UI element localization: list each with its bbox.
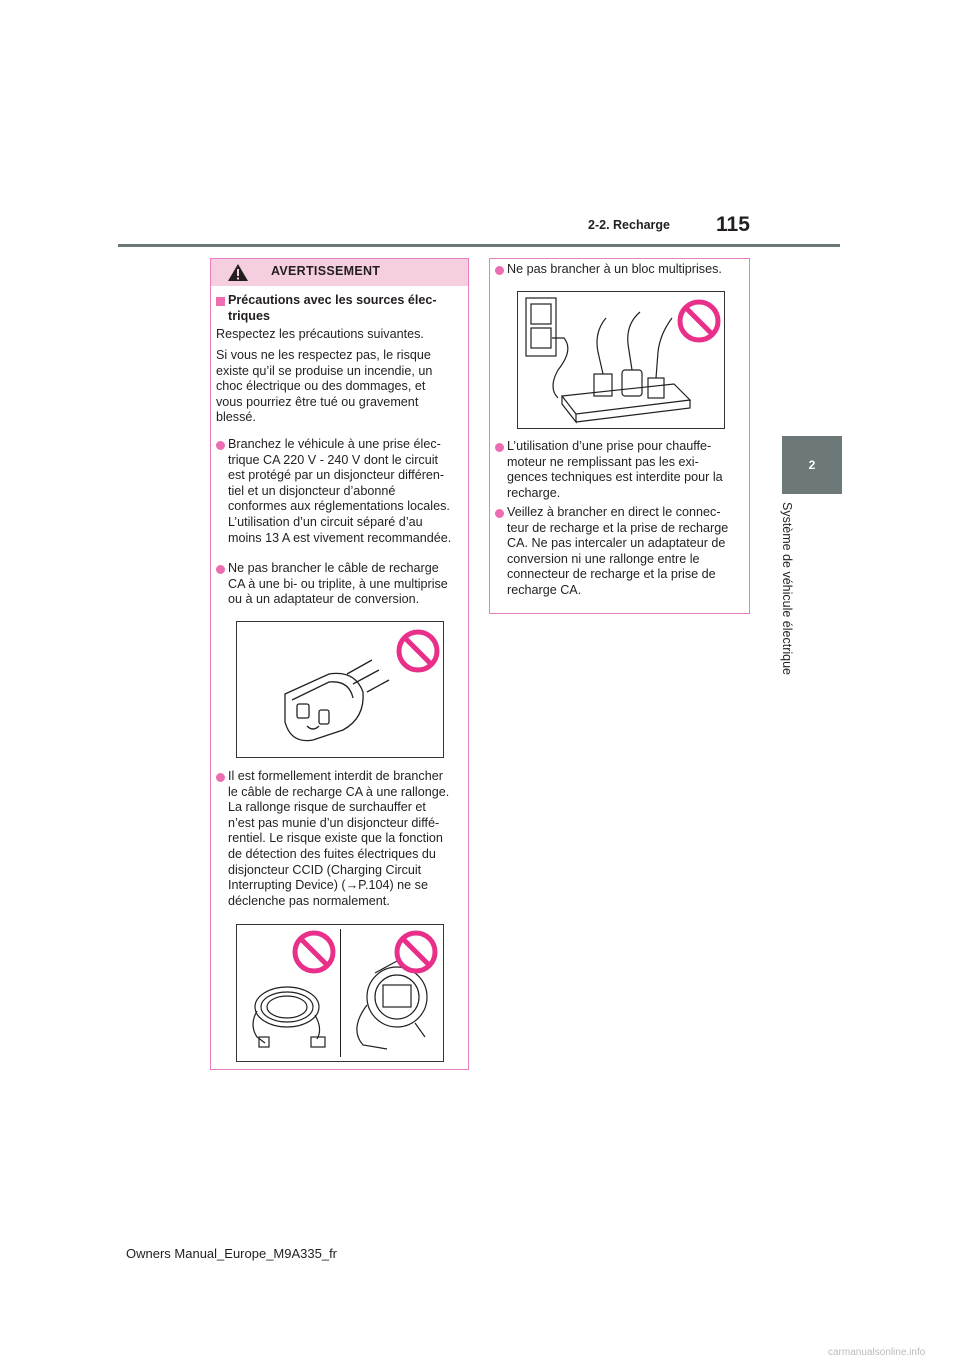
header-rule bbox=[118, 244, 840, 247]
watermark: carmanualsonline.info bbox=[828, 1347, 926, 1358]
divider bbox=[340, 929, 341, 1057]
prohibition-icon bbox=[395, 628, 441, 674]
prohibition-icon bbox=[291, 929, 337, 975]
right-bullet-3: Veillez à brancher en direct le connec- teur de recharge et la prise de recharge CA. Ne pas intercaler un adaptateur de conversion ni une rallonge entre le connecteur de recharge et la prise de recharge CA. bbox=[507, 505, 729, 597]
warning-box bbox=[210, 258, 469, 1070]
warning-bullet-2: Ne pas brancher le câble de recharge CA à une bi- ou triplite, à une multiprise ou à un adaptateur de conversion. bbox=[228, 561, 448, 607]
prohibition-icon bbox=[393, 929, 439, 975]
bullet-icon bbox=[495, 509, 504, 518]
adapter-plug-illustration bbox=[236, 621, 444, 758]
warning-triangle-icon bbox=[227, 263, 249, 282]
right-bullet-2: L’utilisation d’une prise pour chauffe- moteur ne remplissant pas les exi- gences techniques est interdite pour la recharge. bbox=[507, 439, 723, 500]
right-warning-box bbox=[489, 258, 750, 614]
warning-intro-1: Respectez les précautions suivantes. bbox=[216, 327, 424, 341]
bullet-icon bbox=[216, 773, 225, 782]
bullet-icon bbox=[216, 565, 225, 574]
power-strip-illustration bbox=[517, 291, 725, 429]
bullet-icon bbox=[495, 266, 504, 275]
warning-intro-2: Si vous ne les respectez pas, le risque existe qu’il se produise un incendie, un choc électrique ou des dommages, et vous pourriez être tué ou gravement blessé. bbox=[216, 348, 433, 425]
page-number: 115 bbox=[716, 213, 750, 236]
warning-bullet-1: Branchez le véhicule à une prise élec- trique CA 220 V - 240 V dont le circuit est protégé par un disjoncteur différen- tiel et un disjoncteur d’abonné conformes aux réglementations locales. L’utilisation d’un circuit séparé d’au moins 13 A est vivement recommandée. bbox=[228, 437, 452, 545]
chapter-number: 2 bbox=[808, 458, 816, 472]
extension-cord-illustration bbox=[236, 924, 444, 1062]
bullet-icon bbox=[495, 443, 504, 452]
footer-text: Owners Manual_Europe_M9A335_fr bbox=[126, 1246, 338, 1261]
right-bullet-1: Ne pas brancher à un bloc multiprises. bbox=[507, 262, 722, 276]
chapter-tab bbox=[782, 436, 842, 494]
chapter-label: Système de véhicule électrique bbox=[780, 502, 794, 676]
warning-title: AVERTISSEMENT bbox=[271, 264, 381, 278]
warning-bullet-3: Il est formellement interdit de brancher le câble de recharge CA à une rallonge. La rallonge risque de surchauffer et n’est pas munie d’un disjoncteur diffé- rentiel. Le risque existe que la fonction de détection des fuites électriques du disjoncteur CCID (Charging Circuit Interrupting Device) (→P.104) ne se déclenche pas normalement. bbox=[228, 769, 450, 908]
warning-heading: Précautions avec les sources élec- triques bbox=[228, 293, 437, 323]
prohibition-icon bbox=[676, 298, 722, 344]
warning-header bbox=[211, 259, 468, 286]
heading-square-icon bbox=[216, 297, 225, 306]
bullet-icon bbox=[216, 441, 225, 450]
header-section: 2-2. Recharge bbox=[588, 218, 670, 232]
chapter-side-label bbox=[780, 502, 804, 702]
